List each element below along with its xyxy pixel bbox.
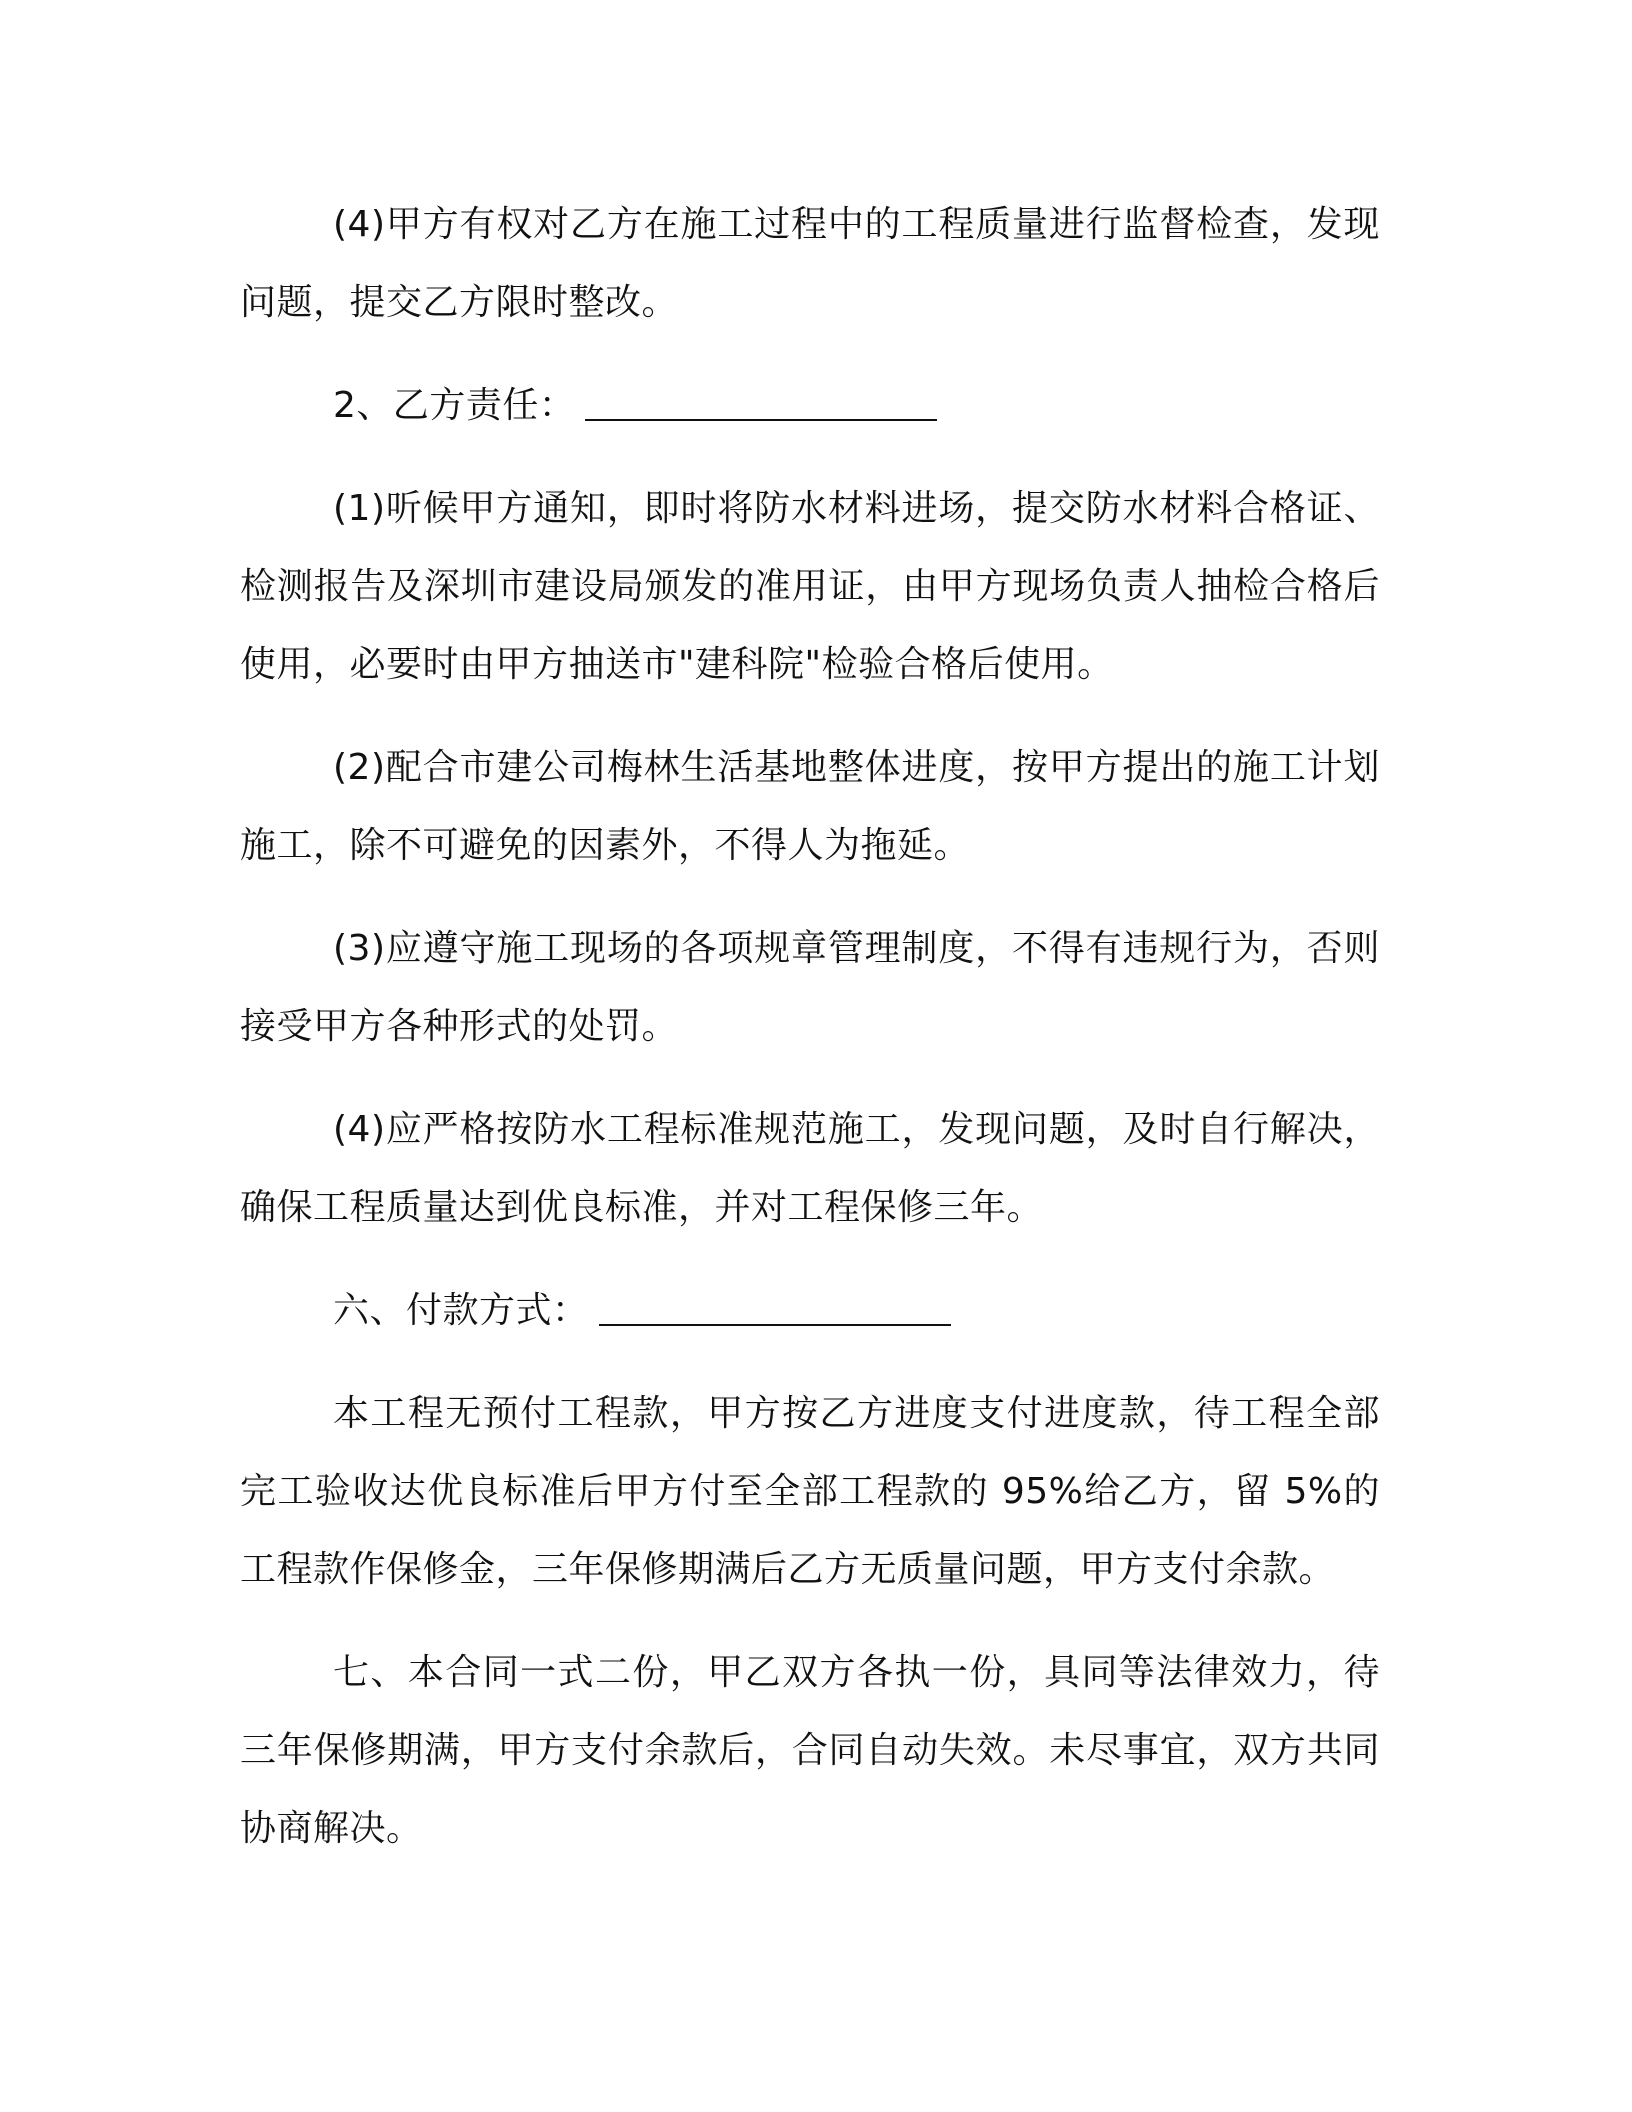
party-b-duty-1-paragraph: (1)听候甲方通知，即时将防水材料进场，提交防水材料合格证、检测报告及深圳市建设局颁发的准用证，由甲方现场负责人抽检合格后使用，必要时由甲方抽送市"建科院"检验合格后使用。 bbox=[240, 488, 1380, 685]
heading-label: 六、付款方式： bbox=[333, 1290, 589, 1331]
payment-method-heading bbox=[240, 1272, 1380, 1350]
party-a-right-4-paragraph: (4)甲方有权对乙方在施工过程中的工程质量进行监督检查，发现问题，提交乙方限时整改。 bbox=[240, 204, 1380, 323]
contract-copies-paragraph: 七、本合同一式二份，甲乙双方各执一份，具同等法律效力，待三年保修期满，甲方支付余款后，合同自动失效。未尽事宜，双方共同协商解决。 bbox=[240, 1652, 1380, 1849]
party-b-responsibility-heading bbox=[240, 367, 1380, 445]
party-b-duty-3-paragraph: (3)应遵守施工现场的各项规章管理制度，不得有违规行为，否则接受甲方各种形式的处罚。 bbox=[240, 928, 1380, 1047]
party-b-duty-2-paragraph: (2)配合市建公司梅林生活基地整体进度，按甲方提出的施工计划施工，除不可避免的因素外，不得人为拖延。 bbox=[240, 747, 1380, 866]
payment-terms-paragraph: 本工程无预付工程款，甲方按乙方进度支付进度款，待工程全部完工验收达优良标准后甲方付至全部工程款的 95%给乙方，留 5%的工程款作保修金，三年保修期满后乙方无质量问题，甲方支付余款。 bbox=[240, 1393, 1380, 1590]
fill-in-blank-line bbox=[585, 419, 937, 421]
document-page bbox=[240, 186, 1380, 1893]
party-b-duty-4-paragraph: (4)应严格按防水工程标准规范施工，发现问题，及时自行解决，确保工程质量达到优良标准，并对工程保修三年。 bbox=[240, 1109, 1380, 1228]
heading-label: 2、乙方责任： bbox=[333, 385, 576, 426]
fill-in-blank-line bbox=[599, 1324, 951, 1326]
